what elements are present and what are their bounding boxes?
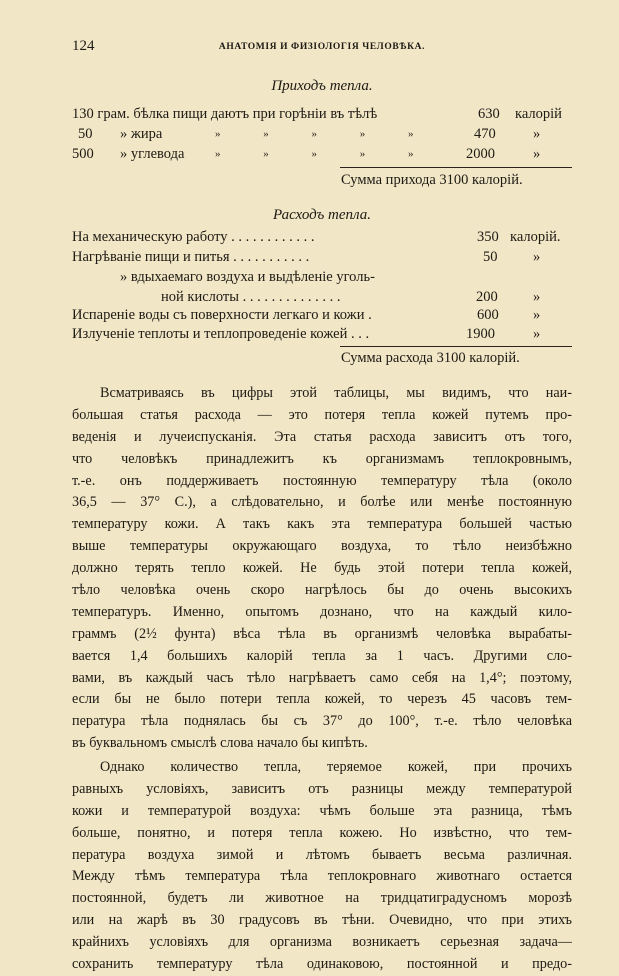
text-line: тѣло человѣка очень скоро нагрѣлось бы до очень высокихъ <box>72 582 572 599</box>
expense-total-rule <box>340 346 572 347</box>
expense-row-2-label: Нагрѣваніе пищи и питья . . . . . . . . . . . <box>72 249 310 265</box>
expense-row-4-value: 200 <box>476 289 498 305</box>
text-line: или на жарѣ въ 30 градусовъ въ тѣни. Очевидно, что при этихъ <box>72 912 572 929</box>
income-row-2-value: 470 <box>474 126 496 142</box>
text-line: пература воздуха зимой и лѣтомъ бываетъ весьма различная. <box>72 846 572 863</box>
income-row-2-label: » жира <box>120 126 163 142</box>
income-row-3-unit: » <box>533 146 541 162</box>
income-row-1-unit: калорій <box>515 106 562 122</box>
text-line: выше температуры окружающаго воздуха, то тѣло неизбѣжно <box>72 538 572 555</box>
income-row-3-label: » углевода <box>120 146 185 162</box>
expense-row-3-label: » вдыхаемаго воздуха и выдѣленіе уголь- <box>120 269 375 285</box>
text-line: равныхъ условіяхъ, зависитъ отъ разницы между температурой <box>72 780 572 797</box>
expense-total: Сумма расхода 3100 калорій. <box>341 350 520 366</box>
text-line: вается 1,4 большихъ калорій тепла за 1 часъ. Другими сло- <box>72 647 572 664</box>
text-line: граммъ (2½ фунта) вѣса тѣла въ организмѣ человѣка вырабаты- <box>72 625 572 642</box>
expense-row-4-label: ной кислоты . . . . . . . . . . . . . . <box>161 289 341 305</box>
expense-row-5-label: Испареніе воды съ поверхности легкаго и кожи . <box>72 307 372 323</box>
income-row-2-amount: 50 <box>78 126 93 142</box>
income-row-1-value: 630 <box>478 106 500 122</box>
text-line: Между тѣмъ температура тѣла теплокровнаго животнаго остается <box>72 868 572 885</box>
text-line: веденія и лучеиспусканія. Эта статья расхода зависитъ отъ того, <box>72 428 572 445</box>
text-line: должно терять тепло кожей. Не будь этой потери тепла кожей, <box>72 560 572 577</box>
expense-row-1-value: 350 <box>477 229 499 245</box>
paragraph-2 <box>72 757 572 976</box>
expense-row-6-label: Излученіе теплоты и теплопроведеніе кожей . . . <box>72 326 370 342</box>
running-title: АНАТОМІЯ И ФИЗІОЛОГІЯ ЧЕЛОВѢКА. <box>218 42 426 52</box>
text-line: постоянной, будетъ ли животное на тридцатиградусномъ морозѣ <box>72 890 572 907</box>
income-title: Приходъ тепла. <box>271 78 373 94</box>
expense-row-6-value: 1900 <box>466 326 495 342</box>
text-line: крайнихъ условіяхъ для организма возникаетъ серьезная задача— <box>72 934 572 951</box>
expense-row-6-unit: » <box>533 326 541 342</box>
expense-row-2-unit: » <box>533 249 541 265</box>
income-row-3-dittos: » » » » » <box>215 148 414 160</box>
expense-row-1-label: На механическую работу . . . . . . . . . . . . <box>72 229 315 245</box>
income-row-3-amount: 500 <box>72 146 94 162</box>
paragraph-1 <box>72 383 572 755</box>
text-line: кожи и температурой воздуха: чѣмъ больше эта разница, тѣмъ <box>72 802 572 819</box>
income-total-rule <box>340 167 572 168</box>
text-line: пература тѣла поднялась бы съ 37° до 100°, т.-е. тѣло человѣка <box>72 713 572 730</box>
text-line: т.-е. онъ поддерживаетъ постоянную температуру тѣла (около <box>72 472 572 489</box>
text-line: вами, въ каждый часъ тѣло нагрѣваетъ само себя на 1,4°; поэтому, <box>72 669 572 686</box>
income-total: Сумма прихода 3100 калорій. <box>341 172 523 188</box>
text-line: сохранить температуру тѣла одинаковою, постоянной и предо- <box>72 956 572 973</box>
expense-row-5-value: 600 <box>477 307 499 323</box>
text-line: если бы не было потери тепла кожей, то черезъ 45 часовъ тем- <box>72 691 572 708</box>
expense-row-2-value: 50 <box>483 249 498 265</box>
text-line: Однако количество тепла, теряемое кожей, при прочихъ <box>100 759 572 775</box>
page-header <box>72 38 572 58</box>
text-line: температуръ. Именно, опытомъ дознано, что на каждый кило- <box>72 603 572 620</box>
expense-title: Расходъ тепла. <box>272 207 372 223</box>
text-line: въ буквальномъ смыслѣ слова начало бы кипѣть. <box>72 735 368 752</box>
expense-row-1-unit: калорій. <box>510 229 561 245</box>
text-line: больше, понятно, и потеря тепла кожею. Но извѣстно, что тем- <box>72 824 572 841</box>
income-row-3-value: 2000 <box>466 146 495 162</box>
expense-row-4-unit: » <box>533 289 541 305</box>
income-row-1-label: 130 грам. бѣлка пищи даютъ при горѣніи въ тѣлѣ <box>72 106 378 122</box>
text-line: температуру кожи. А такъ какъ эта температура большей частью <box>72 516 572 533</box>
expense-row-5-unit: » <box>533 307 541 323</box>
text-line: большая статья расхода — это потеря тепла кожей путемъ про- <box>72 406 572 423</box>
text-line: Всматриваясь въ цифры этой таблицы, мы видимъ, что наи- <box>100 385 572 401</box>
text-line: что человѣкъ принадлежитъ къ организмамъ теплокровнымъ, <box>72 450 572 467</box>
income-row-2-unit: » <box>533 126 541 142</box>
text-line: 36,5 — 37° С.), а слѣдовательно, и болѣе или менѣе постоянную <box>72 494 572 511</box>
page-number: 124 <box>72 38 95 54</box>
income-row-2-dittos: » » » » » <box>215 128 414 140</box>
